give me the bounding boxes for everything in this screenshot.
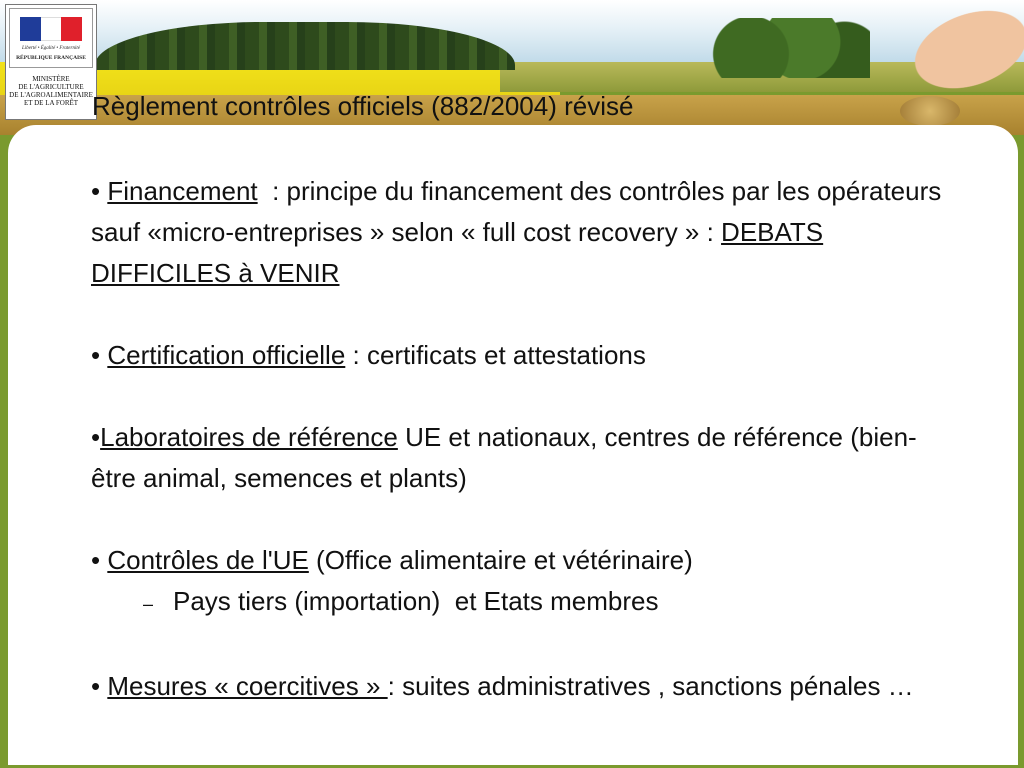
bullet-marker: • [91, 422, 101, 452]
ministry-name [7, 75, 95, 107]
bullet-text: : suites administratives , sanctions pénales … [387, 671, 914, 701]
dash-marker: – [143, 594, 154, 614]
term-certification: Certification officielle [107, 340, 346, 370]
bullet-text: UE et nationaux, centres de référence (bien-être animal, semences et plants) [91, 422, 917, 493]
spacer [91, 294, 951, 335]
bullet-marker: • [91, 176, 108, 206]
bullet-laboratoires [91, 417, 951, 499]
bullet-text: : principe du financement des contrôles par les opérateurs sauf «micro-entreprises » selon « full cost recovery » : [91, 176, 949, 247]
bullet-marker: • [91, 545, 108, 575]
flag-blue [20, 17, 41, 41]
ministry-line-3: DE L'AGROALIMENTAIRE [9, 91, 93, 99]
slide-body [91, 171, 951, 707]
ministry-line-2: DE L'AGRICULTURE [18, 83, 84, 91]
spacer [91, 376, 951, 417]
bullet-text: (Office alimentaire et vétérinaire) [308, 545, 693, 575]
bullet-text: : certificats et attestations [345, 340, 646, 370]
ministry-line-1: MINISTÈRE [32, 75, 70, 83]
sub-bullet-pays-tiers [91, 581, 951, 625]
bullet-mesures [91, 666, 951, 707]
french-flag-icon [20, 17, 82, 41]
bullet-controles-ue [91, 540, 951, 581]
term-laboratoires: Laboratoires de référence [100, 422, 398, 452]
spacer [91, 625, 951, 666]
bullet-marker: • [91, 340, 108, 370]
term-controles-ue: Contrôles de l'UE [107, 545, 309, 575]
term-mesures: Mesures « coercitives » [107, 671, 388, 701]
ministry-logo [5, 4, 97, 120]
emphasis-debats: DEBATS DIFFICILES à VENIR [91, 217, 824, 288]
spacer [91, 499, 951, 540]
sub-bullet-text: Pays tiers (importation) et Etats membres [173, 586, 659, 616]
slide-title: Règlement contrôles officiels (882/2004) révisé [92, 91, 634, 121]
republic-emblem [9, 8, 93, 68]
republic-name: RÉPUBLIQUE FRANÇAISE [16, 55, 86, 61]
term-financement: Financement [107, 176, 258, 206]
bullet-financement [91, 171, 951, 294]
tree-cluster [700, 18, 870, 78]
bullet-certification [91, 335, 951, 376]
flag-white [41, 17, 62, 41]
bullet-marker: • [91, 671, 108, 701]
republic-motto: Liberté • Égalité • Fraternité [22, 46, 80, 51]
ministry-line-4: ET DE LA FORÊT [23, 99, 79, 107]
flag-red [61, 17, 82, 41]
